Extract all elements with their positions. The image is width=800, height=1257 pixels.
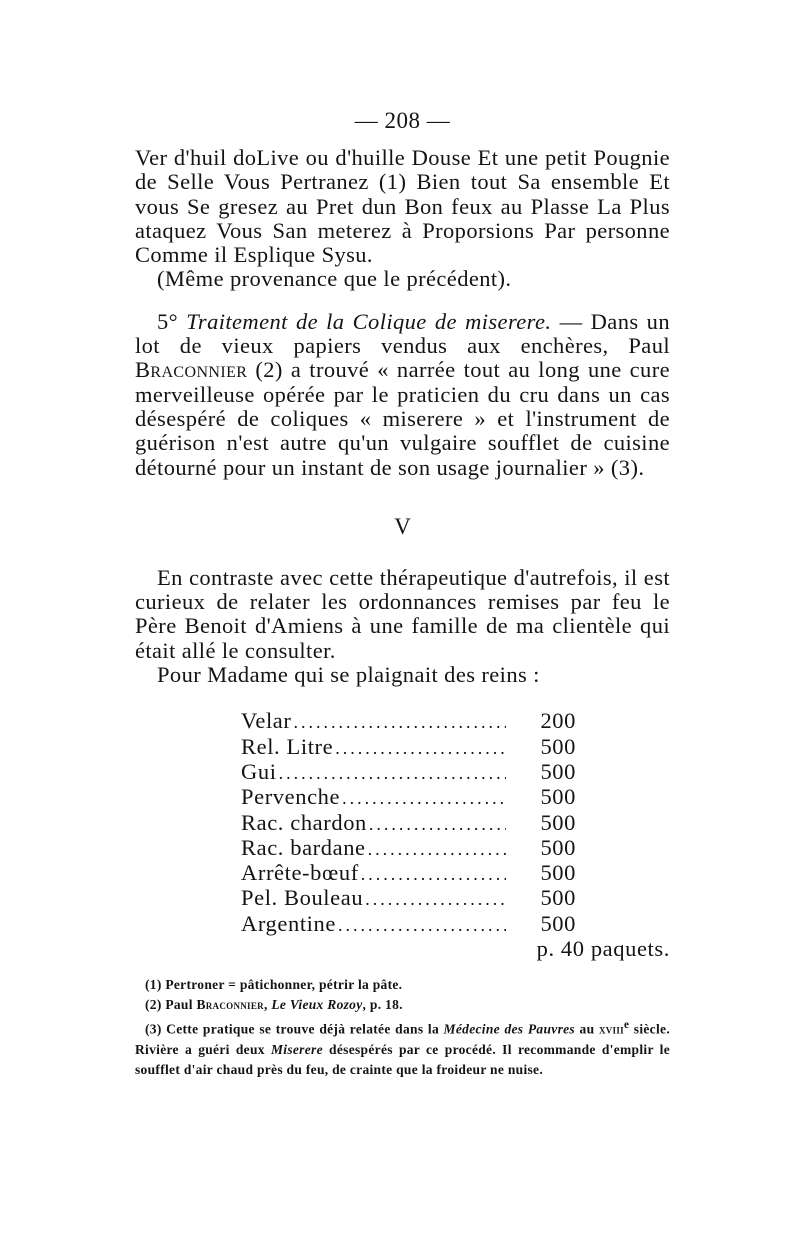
prescription-quantity: 500	[540, 809, 576, 835]
prescription-row	[241, 735, 586, 760]
dot-leader	[342, 786, 506, 810]
footnote-3-title: Médecine des Pauvres	[443, 1021, 575, 1037]
dot-leader	[335, 736, 506, 760]
prescription-ingredient: Velar	[241, 708, 292, 734]
recipe-text-paragraph: Ver d'huil doLive ou d'huille Douse Et une petit Pougnie de Selle Vous Pertranez (1) Bien tout Sa ensemble Et vous Se gresez au Pret dun Bon feux au Plasse La Plus ataquez Vous San meterez à Proporsions Par personne Comme il Esplique Sysu.	[135, 145, 670, 268]
contrast-paragraph: En contraste avec cette thérapeutique d'autrefois, il est curieux de relater les ordonnances remises par feu le Père Benoit d'Amiens à une famille de ma clientèle qui était allé le consulter.	[135, 564, 670, 663]
footnote-3-word: Miserere	[270, 1041, 323, 1057]
footnote-2-sep: ,	[263, 997, 272, 1013]
prescription-ingredient: Rac. bardane	[241, 834, 366, 860]
dot-leader	[293, 710, 506, 734]
book-page	[135, 108, 670, 1080]
prescription-quantity: 500	[540, 733, 576, 759]
prescription-row	[241, 912, 586, 937]
dot-leader	[369, 812, 506, 836]
dot-leader	[365, 887, 506, 911]
footnote-3-d: désespérés par ce procédé. Il recommande d'emplir le soufflet d'air chaud près du feu, de crainte que la froideur ne nuise.	[135, 1041, 670, 1077]
footnote-2-suffix: , p. 18.	[362, 997, 403, 1013]
item-5-number: 5°	[157, 308, 179, 334]
prescription-ingredient: Rel. Litre	[241, 733, 334, 759]
prescription-row	[241, 886, 586, 911]
section-heading: V	[394, 513, 411, 539]
footnote-2	[135, 995, 670, 1015]
footnote-3-c: siècle. Rivière a guéri deux	[135, 1021, 670, 1057]
prescription-quantity: 500	[540, 910, 576, 936]
prescription-ingredient: Pel. Bouleau	[241, 885, 364, 911]
footnote-3	[135, 1015, 670, 1080]
footnote-3-century: xviii	[598, 1021, 624, 1037]
dot-leader	[338, 913, 506, 937]
prescription-ingredient: Gui	[241, 758, 277, 784]
prescription-quantity: 500	[540, 834, 576, 860]
prescription-list	[241, 709, 586, 937]
footnote-3-b: au	[575, 1021, 599, 1037]
footnote-3-sup: e	[623, 1019, 630, 1032]
prescription-ingredient: Pervenche	[241, 784, 341, 810]
footnote-3-a: (3) Cette pratique se trouve déjà relatée dans la	[145, 1021, 444, 1037]
dot-leader	[279, 761, 506, 785]
footnote-2-title: Le Vieux Rozoy	[271, 997, 363, 1013]
item-5-paragraph	[135, 310, 670, 480]
prescription-quantity: 500	[540, 860, 576, 886]
prescription-row	[241, 836, 586, 861]
item-5-author: Braconnier	[135, 357, 248, 383]
prescription-ingredient: Rac. chardon	[241, 809, 367, 835]
dot-leader	[361, 862, 506, 886]
provenance-note: (Même provenance que le précédent).	[157, 266, 512, 292]
footnote-1: (1) Pertroner = pâtichonner, pétrir la pâte.	[145, 977, 403, 993]
prescription-row	[241, 811, 586, 836]
prescription-row	[241, 861, 586, 886]
prescription-row	[241, 709, 586, 734]
footnotes	[135, 975, 670, 1080]
prescription-row	[241, 785, 586, 810]
prescription-row	[241, 760, 586, 785]
item-5-title: Traitement de la Colique de miserere.	[186, 308, 552, 334]
prescription-quantity: 500	[540, 784, 576, 810]
footnote-2-author: Braconnier	[196, 997, 264, 1013]
item-5-text-after: (2) a trouvé « narrée tout au long une cure merveilleuse opérée par le praticien du cru dans un cas désespéré de coliques « miserere » et l'instrument de guérison n'est autre qu'un vulgaire soufflet de cuisine détourné pour un instant de son usage journalier » (3).	[135, 357, 670, 480]
prescription-total: p. 40 paquets.	[536, 936, 670, 962]
prescription-ingredient: Argentine	[241, 910, 336, 936]
page-number: — 208 —	[354, 108, 451, 133]
madame-paragraph: Pour Madame qui se plaignait des reins :	[157, 662, 540, 688]
prescription-quantity: 500	[540, 885, 576, 911]
prescription-quantity: 500	[540, 758, 576, 784]
item-5-text-before: — Dans un lot de vieux papiers vendus aux enchères, Paul	[135, 308, 670, 359]
prescription-quantity: 200	[540, 708, 576, 734]
prescription-ingredient: Arrête-bœuf	[241, 860, 359, 886]
dot-leader	[368, 837, 506, 861]
footnote-2-prefix: (2) Paul	[145, 997, 197, 1013]
